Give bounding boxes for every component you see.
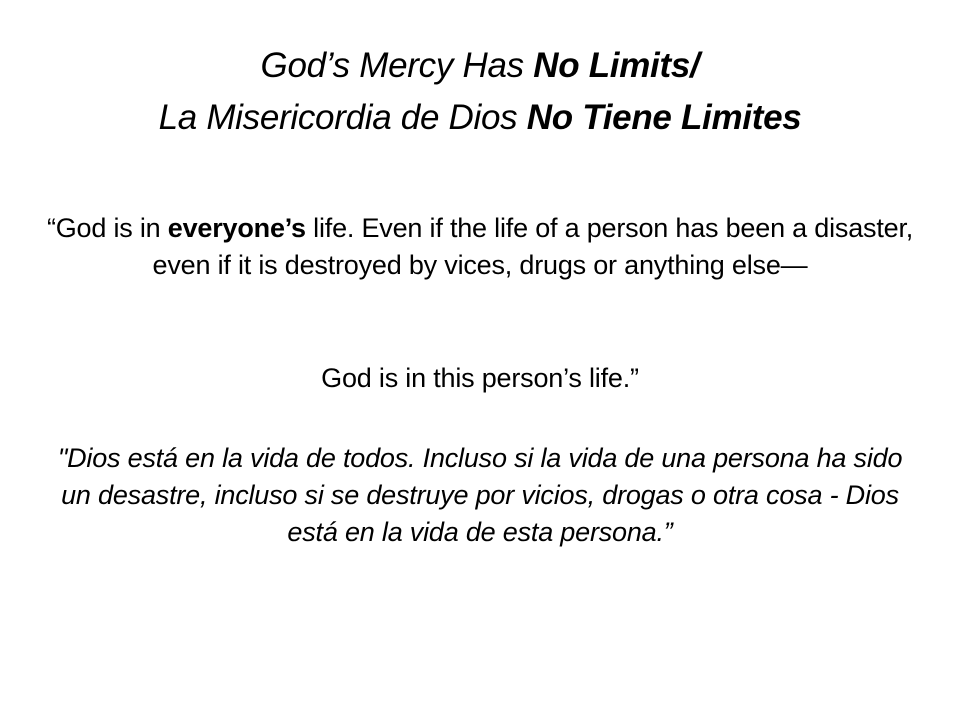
english-quote-bold: everyone’s bbox=[167, 213, 306, 243]
title-line-spanish bbox=[40, 92, 920, 144]
title-spanish-bold: No Tiene Limites bbox=[526, 98, 802, 137]
title-line-english bbox=[40, 40, 920, 92]
title-english-bold: No Limits/ bbox=[533, 46, 700, 85]
english-quote-closing: God is in this person’s life.” bbox=[321, 363, 639, 393]
title-english-regular: God’s Mercy Has bbox=[260, 46, 534, 85]
spanish-quote: "Dios está en la vida de todos. Incluso si la vida de una persona ha sido un desastre, incluso si se destruye por vicios, drogas o otra cosa - Dios está en la vida de esta persona.” bbox=[57, 443, 903, 547]
english-quote-part2: life. Even if the life of a person has been a disaster, even if it is destroyed by vices, drugs or anything else— bbox=[152, 213, 914, 280]
english-quote-part1: “God is in bbox=[46, 213, 168, 243]
title-spanish-regular: La Misericordia de Dios bbox=[158, 98, 527, 137]
slide-title bbox=[40, 40, 920, 144]
english-quote bbox=[40, 210, 920, 284]
